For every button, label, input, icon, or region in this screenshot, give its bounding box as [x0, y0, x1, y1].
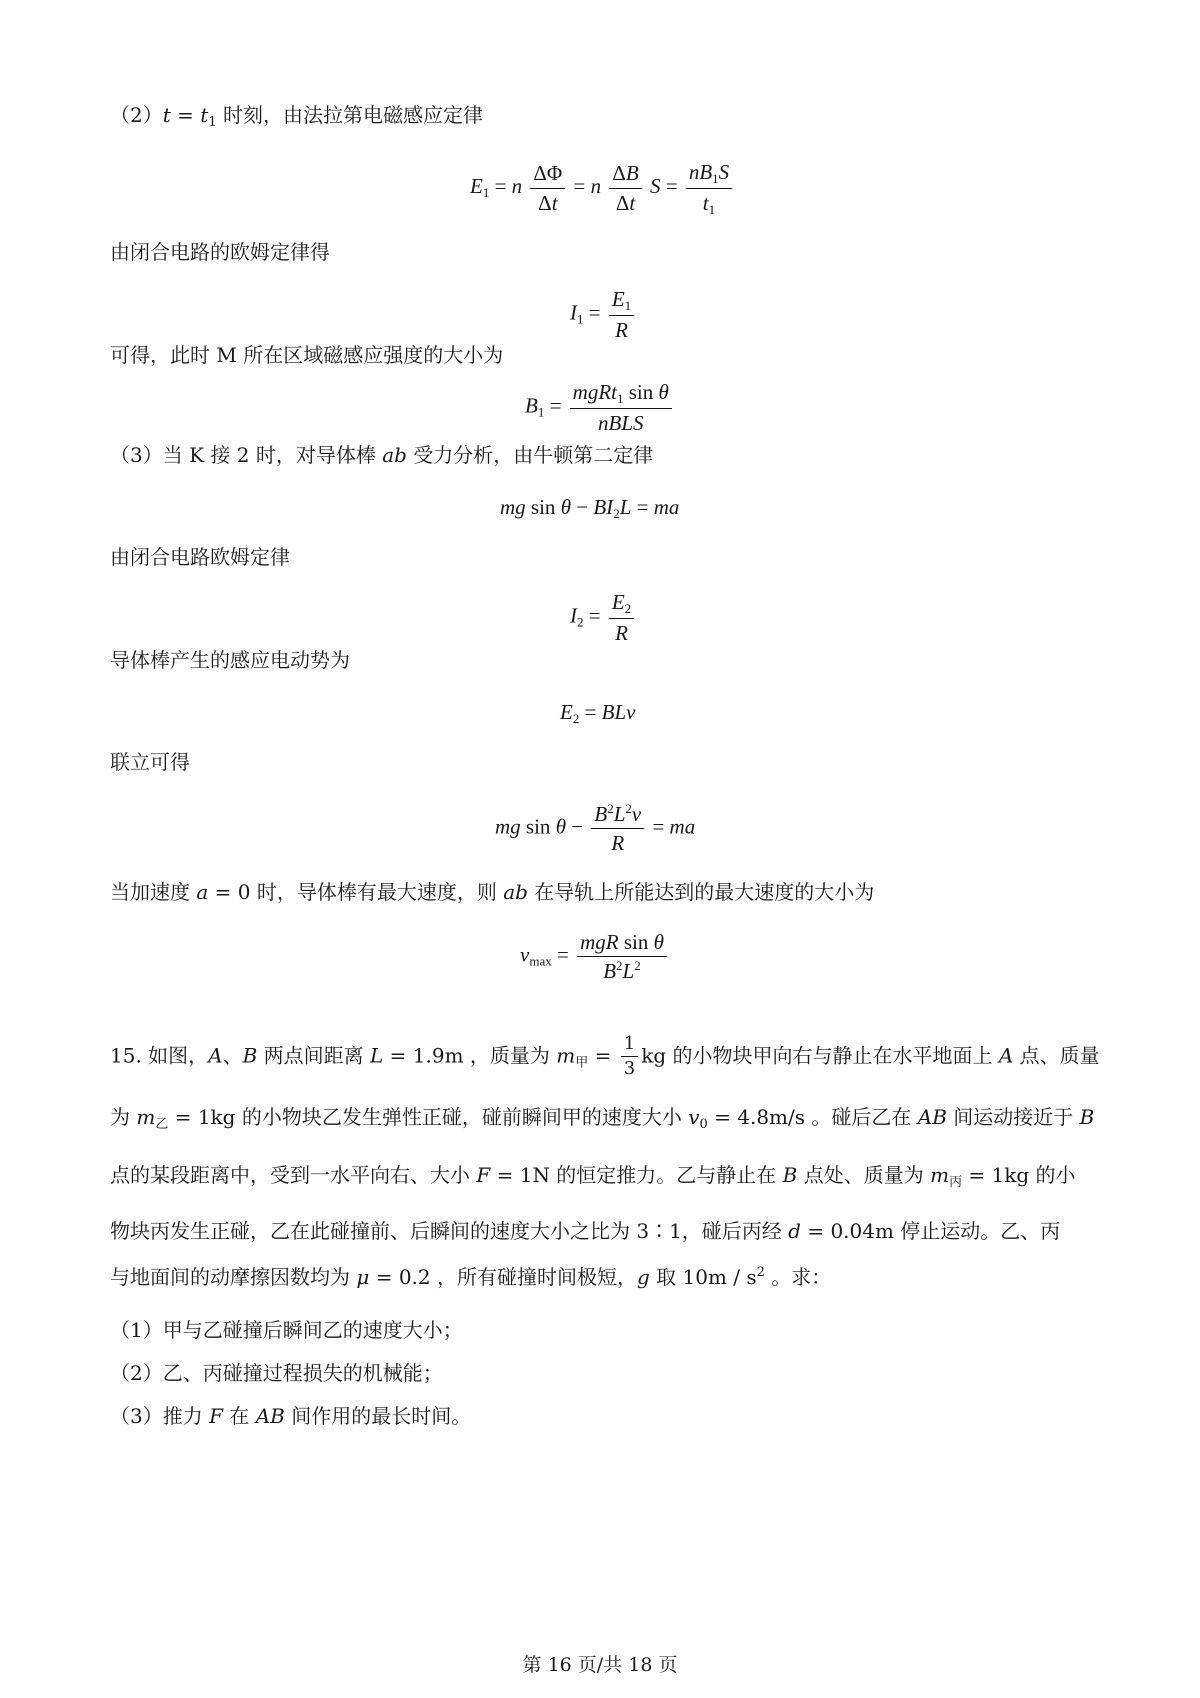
question-1: （1）甲与乙碰撞后瞬间乙的速度大小； — [110, 1318, 463, 1342]
closed-circuit-ohm-text-2: 由闭合电路欧姆定律 — [110, 545, 290, 569]
equation-combined: mg sin θ − $\frac{B^2L^2v}{R}$ = ma — [495, 800, 695, 858]
equation-i2: $I_2$ = $\frac{E_2}{R}$ — [570, 588, 637, 647]
problem15-line2: 为 $m_乙 = 1kg$ 的小物块乙发生弹性正碰，碰前瞬间甲的速度大小 $v_0 = 4.8m/s$ 。碰后乙在 AB 间运动接近于 B — [110, 1105, 1095, 1132]
equation-e2: $E_2$ = BLv — [560, 700, 636, 726]
problem15-line5: 与地面间的动摩擦因数均为 μ = 0.2 ，所有碰撞时间极短，g 取 $10m / s^2$ 。求： — [110, 1265, 832, 1289]
equation-e1: $E_1 = n$ $\frac{\Delta\Phi}{\Delta t}$ = n $\frac{\Delta B}{\Delta t}$ S = $\frac{nB_1S}{t_1}$ — [470, 158, 735, 218]
equation-b1: $B_1$ = $\frac{mgRt_1 \sin \theta}{\text{nBLS}}$ — [525, 378, 675, 437]
equation-newton: mg $\sin \theta - BI_2L$ = ma — [500, 495, 680, 521]
vmax-intro-text: 当加速度 a = 0 时，导体棒有最大速度，则 ab 在导轨上所能达到的最大速度的大小为 — [110, 880, 875, 904]
closed-circuit-ohm-text: 由闭合电路的欧姆定律得 — [110, 240, 330, 264]
equation-i1: $I_1$ = $\frac{E_1}{R}$ — [570, 285, 637, 344]
problem15-line3: 点的某段距离中，受到一水平向右、大小 F = 1N 的恒定推力。乙与静止在 B 点处、质量为 $m_丙 = 1kg$ 的小 — [110, 1163, 1076, 1190]
b1-intro-text: 可得，此时 M 所在区域磁感应强度的大小为 — [110, 343, 504, 367]
question-3: （3）推力 F 在 AB 间作用的最长时间。 — [110, 1404, 472, 1428]
equation-vmax: $v_{max}$ = $\frac{\text{mgR sin θ}}{B^2L^2}$ — [520, 928, 670, 986]
combine-text: 联立可得 — [110, 750, 190, 774]
problem15-line1: 15. 如图，A、B 两点间距离 L = 1.9m ，质量为 $m_甲$ = $\frac{1}{3}$ kg 的小物块甲向右与静止在水平地面上 A 点、质量 — [110, 1032, 1100, 1082]
part3-intro: （3）当 K 接 2 时，对导体棒 ab 受力分析，由牛顿第二定律 — [110, 443, 654, 467]
emf-intro-text: 导体棒产生的感应电动势为 — [110, 648, 350, 672]
question-2: （2）乙、丙碰撞过程损失的机械能； — [110, 1361, 443, 1385]
part2-intro: $(2)t = t_1$ 时刻，由法拉第电磁感应定律 — [110, 103, 483, 130]
problem15-line4: 物块丙发生正碰，乙在此碰撞前、后瞬间的速度大小之比为 3∶1，碰后丙经 d = 0.04m 停止运动。乙、丙 — [110, 1219, 1061, 1243]
page-footer: 第 16 页/共 18 页 — [522, 1654, 678, 1676]
